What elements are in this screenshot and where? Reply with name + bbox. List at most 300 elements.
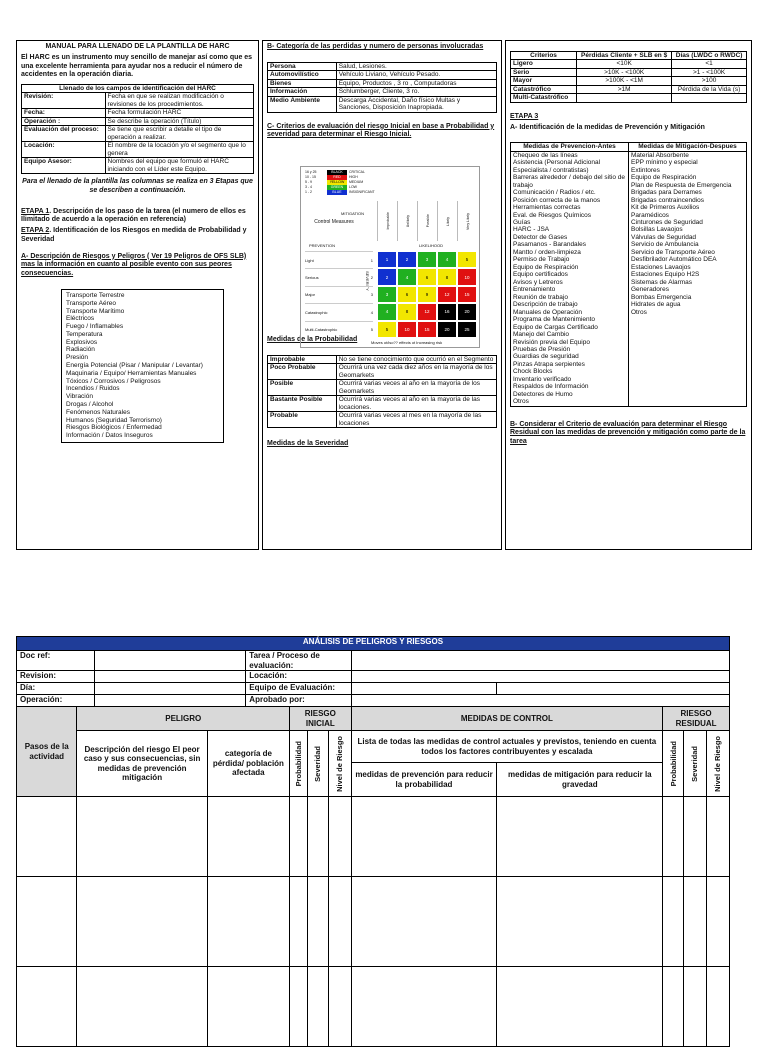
peligro-header: PELIGRO	[77, 707, 290, 731]
matrix-cell: 8	[397, 303, 417, 320]
prevention-item: Eval. de Riesgos Químicos	[513, 211, 592, 219]
loss-category-table	[267, 62, 497, 113]
prevention-item: Revisión previa del Equipo	[513, 338, 590, 346]
matrix-footer: Moves ot/iso?? effects ot Increasing risk	[371, 340, 443, 345]
loss-row-description: Equipo, Productos , 3 ro , Computadoras	[336, 79, 496, 87]
form-cell[interactable]	[706, 797, 729, 877]
matrix-row	[305, 251, 373, 268]
loss-row-description: Descarga Accidental, Daño físico Multas y Sanciones, Disposición Inapropiada.	[336, 96, 496, 112]
prob-row-description: Ocurrirá varias veces al año en la mayoría de los Geomarkets	[336, 380, 496, 396]
legend-swatch: BLACK	[327, 170, 347, 175]
loss-row-description: Salud, Lesiones.	[336, 62, 496, 70]
form-cell[interactable]	[307, 877, 328, 967]
matrix-row	[305, 268, 373, 285]
criteria-header: Días (LWDC o RWDC)	[672, 52, 747, 60]
prevention-item: Permiso de Trabajo	[513, 256, 570, 264]
criteria-cell: <1	[672, 60, 747, 68]
criteria-cell: Ligero	[511, 60, 577, 68]
hazard-list	[61, 289, 224, 443]
legend-range: 3 - 4	[305, 185, 313, 189]
prob-residual-header: Probabilidad	[668, 740, 678, 787]
legend-range: 10 - 15	[305, 175, 316, 179]
hazard-item: Explosivos	[66, 338, 98, 346]
legend-row	[305, 190, 379, 195]
prevention-item: Entrenamiento	[513, 286, 556, 294]
prob-row-description: Ocurrirá varias veces al mes en la mayoría de las locaciones	[336, 412, 496, 428]
prevention-item: Detectores de Humo	[513, 390, 573, 398]
criteria-cell: Multi-Catastrófico	[511, 94, 577, 102]
nivel-initial-header: Nivel de Riesgo	[335, 735, 345, 792]
loss-row	[268, 79, 497, 87]
prob-row	[268, 380, 497, 396]
form-cell[interactable]	[207, 877, 289, 967]
prob-row	[268, 364, 497, 380]
form-cell[interactable]	[17, 877, 77, 967]
section-c: C- Criterios de evaluación del riesgo Inicial en base a Probabilidad y severidad para determinar el Riesgo Inicial.	[267, 122, 495, 139]
matrix-cell: 5	[457, 251, 477, 268]
id-row-desc: Fecha en que se realizan modificación o revisiones de los procedimientos.	[105, 93, 253, 109]
id-fields-table	[21, 84, 254, 174]
matrix-cell: 2	[377, 268, 397, 285]
hazard-item: Maquinaria / Equipo/ Herramientas Manuales	[66, 369, 197, 377]
form-cell[interactable]	[290, 967, 308, 1047]
categoria-header: categoría de pérdida/ población afectada	[207, 731, 289, 797]
form-cell[interactable]	[17, 967, 77, 1047]
matrix-col-label: Likely	[445, 216, 450, 226]
form-cell[interactable]	[17, 797, 77, 877]
form-cell[interactable]	[663, 877, 684, 967]
matrix-cell: 15	[457, 286, 477, 303]
section-b-loss: B- Categoría de las perdidas y numero de personas involucradas	[267, 43, 484, 50]
id-row-label: Equipo Asesor:	[22, 158, 106, 174]
prob-initial-header: Probabilidad	[293, 740, 303, 787]
loss-row-category: Automovilístico	[268, 71, 337, 79]
measures-table	[510, 142, 747, 406]
prevention-item: Mantto / orden-limpieza	[513, 248, 581, 256]
mitigation-item: Servicio de Transporte Aéreo	[631, 248, 715, 256]
hazard-item: Drogas / Alcohol	[66, 401, 114, 409]
matrix-cell: 25	[457, 321, 477, 338]
mitigation-item: Extintores	[631, 166, 660, 174]
matrix-cell: 12	[437, 286, 457, 303]
hazard-item: Humanos (Seguridad Terrorismo)	[66, 416, 162, 424]
mitigation-item: Hidrates de agua	[631, 301, 681, 309]
prevention-item: Guardias de seguridad	[513, 353, 579, 361]
loss-row-description: Schlumberger, Cliente, 3 ro.	[336, 88, 496, 96]
manual-panel	[16, 40, 259, 550]
loss-row-category: Medio Ambiente	[268, 96, 337, 112]
matrix-cell: 12	[417, 303, 437, 320]
matrix-row-label: Multi-Catastrophic	[305, 327, 338, 333]
nivel-residual-header: Nivel de Riesgo	[713, 735, 723, 792]
mitigation-item: Cinturones de Seguridad	[631, 219, 703, 226]
matrix-cell: 4	[377, 303, 397, 320]
mitigation-item: Brigadas para Derrames	[631, 189, 702, 197]
measures-panel	[505, 40, 752, 550]
mitigation-item: Sistemas de Alarmas	[631, 278, 693, 286]
mitigation-item: Estaciones Equipo H2S	[631, 271, 700, 279]
descripcion-header: Descripción del riesgo El peor caso y sus consecuencias, sin medidas de prevención mitigación	[77, 731, 207, 797]
form-cell[interactable]	[77, 877, 207, 967]
criteria-row	[511, 77, 747, 85]
form-cell[interactable]	[328, 877, 351, 967]
mitigation-item: Válvulas de Seguridad	[631, 233, 697, 241]
lista-header: Lista de todas las medidas de control actuales y previstos, teniendo en cuenta todos los factores contribuyentes y escalada	[351, 731, 663, 763]
matrix-col-label: Unlikely	[405, 214, 410, 228]
criteria-row	[511, 60, 747, 68]
form-cell[interactable]	[663, 967, 684, 1047]
hazard-item: Eléctricos	[66, 315, 95, 323]
hazard-item: Fuego / Inflamables	[66, 323, 124, 331]
id-row-label: Evaluación del proceso:	[22, 126, 106, 142]
prob-row-description: Ocurrirá una vez cada diez años en la mayoría de los Geomarkets	[336, 364, 496, 380]
hazard-item: Fenómenos Naturales	[66, 408, 130, 416]
form-cell[interactable]	[497, 967, 663, 1047]
mitigation-item: Bolsillas Lavaojos	[631, 226, 683, 234]
form-cell[interactable]	[351, 877, 497, 967]
prev-col-header: medidas de prevención para reducir la probabilidad	[351, 763, 497, 797]
matrix-row	[305, 321, 373, 338]
id-row	[22, 93, 254, 109]
matrix-col-cell	[437, 201, 457, 241]
mit-header: Medidas de Mitigación-Despues	[629, 143, 747, 151]
matrix-col-cell	[457, 201, 477, 241]
mitigation-item: Equipo de Respiración	[631, 174, 697, 182]
hazard-item: Transporte Aéreo	[66, 299, 116, 307]
matrix-column-headers	[377, 201, 477, 241]
legend-desc: INSIGNIFICANT	[349, 190, 375, 194]
id-row	[22, 126, 254, 142]
id-row-desc: Se tiene que escribir a detalle el tipo de operación a realizar.	[105, 126, 253, 142]
matrix-cell: 10	[397, 321, 417, 338]
id-row-desc: Fecha formulación HARC	[105, 109, 253, 117]
likelihood-label: LIKELIHOOD	[419, 243, 444, 248]
prevention-item: Manuales de Operación	[513, 308, 583, 316]
aprobado-label: Aprobado por:	[246, 695, 351, 707]
prob-row	[268, 396, 497, 412]
matrix-grid	[377, 251, 477, 338]
criteria-row	[511, 85, 747, 93]
id-row-label: Revisión:	[22, 93, 106, 109]
matrix-row-number: 5	[370, 327, 373, 333]
prevention-item: Manejo del Cambio	[513, 331, 570, 339]
id-row-desc: Nombres del equipo que formuló el HARC iniciando con el Líder este Equipo.	[105, 158, 253, 174]
prob-row-category: Improbable	[268, 355, 337, 363]
prev-header: Medidas de Prevencion-Antes	[511, 143, 629, 151]
form-cell[interactable]	[207, 967, 289, 1047]
mitigation-item: EPP mínimo y especial	[631, 159, 698, 167]
matrix-cell: 6	[397, 286, 417, 303]
section-a: A- Descripción de Riesgos y Peligros ( Ver 19 Peligros de OFS SLB) mas la información en cuanto al posible evento con sus peores consecuencias.	[21, 252, 247, 278]
mitigation-label: MITIGATION	[341, 211, 365, 216]
matrix-col-cell	[417, 201, 437, 241]
sev-residual-header: Severidad	[690, 745, 700, 782]
form-cell[interactable]	[684, 797, 707, 877]
legend-desc: CRITICAL	[349, 170, 365, 174]
criteria-cell: <10K	[577, 60, 672, 68]
form-cell[interactable]	[497, 797, 663, 877]
id-table-title: Llenado de los campos de identificación del HARC	[22, 85, 254, 93]
matrix-row-number: 4	[370, 309, 373, 315]
prevention-item: Pasamanos - Barandales	[513, 241, 586, 249]
harc-form	[16, 636, 730, 1047]
legend-swatch: RED	[327, 175, 347, 180]
prob-heading: Medidas de la Probabilidad	[267, 336, 358, 344]
form-cell[interactable]	[77, 967, 207, 1047]
mitigation-item: Brigadas contraincendios	[631, 196, 704, 204]
control-measures-label: Control Measures	[314, 219, 354, 225]
legend-swatch: BLUE	[327, 190, 347, 195]
equipo-field[interactable]	[351, 683, 497, 695]
form-cell[interactable]	[497, 877, 663, 967]
prob-row-description: No se tiene conocimiento que ocurrió en el Segmento	[336, 355, 496, 363]
form-cell[interactable]	[351, 797, 497, 877]
prevention-item: Avisos y Letreros	[513, 278, 563, 286]
pasos-header: Pasos de la actividad	[17, 707, 77, 797]
form-cell[interactable]	[307, 797, 328, 877]
matrix-cell: 16	[437, 303, 457, 320]
equipo-field-extra[interactable]	[497, 683, 730, 695]
matrix-row-labels	[305, 251, 373, 338]
prevention-item: Reunión de trabajo	[513, 293, 568, 301]
matrix-cell: 4	[437, 251, 457, 268]
loss-row-category: Información	[268, 88, 337, 96]
etapa1-label: ETAPA 1	[21, 207, 50, 215]
matrix-cell: 10	[457, 268, 477, 285]
prob-row-category: Probable	[268, 412, 337, 428]
criteria-header: Pérdidas Cliente + SLB en $	[577, 52, 672, 60]
prob-row-category: Posible	[268, 380, 337, 396]
prevention-item: Chequeo de las líneas	[513, 151, 578, 159]
prevention-item: Chock Blocks	[513, 368, 553, 376]
prevention-item: Otros	[513, 398, 529, 406]
mitigation-item: Plan de Respuesta de Emergencia	[631, 181, 732, 189]
risk-matrix	[300, 166, 480, 348]
matrix-cell: 4	[397, 268, 417, 285]
prob-row-category: Bastante Posible	[268, 396, 337, 412]
criteria-row	[511, 68, 747, 76]
id-row-desc: Se describe la operación (Título)	[105, 117, 253, 125]
criteria-table	[510, 51, 747, 103]
id-row-label: Operación :	[22, 117, 106, 125]
criteria-cell: Mayor	[511, 77, 577, 85]
mit-col-header: medidas de mitigación para reducir la gravedad	[497, 763, 663, 797]
criteria-cell	[577, 94, 672, 102]
loss-row-description: Vehículo Liviano, Vehículo Pesado.	[336, 71, 496, 79]
matrix-row-number: 3	[370, 292, 373, 298]
form-cell[interactable]	[328, 967, 351, 1047]
doc-ref-label: Doc ref:	[17, 651, 95, 671]
matrix-cell: 3	[417, 251, 437, 268]
tarea-field[interactable]	[351, 651, 729, 671]
operacion-field[interactable]	[95, 695, 246, 707]
matrix-legend	[305, 170, 379, 195]
hazard-item: Información / Datos Inseguros	[66, 432, 153, 440]
matrix-row-number: 1	[370, 257, 373, 263]
legend-swatch: GREEN	[327, 185, 347, 190]
prevention-item: Asistencia (Personal Adicional Especialista / contratistas)	[513, 159, 601, 174]
matrix-row-label: Catastrophic	[305, 309, 328, 315]
hazard-item: Tóxicos / Corrosivos / Peligrosos	[66, 377, 161, 385]
matrix-cell: 20	[437, 321, 457, 338]
tarea-label: Tarea / Proceso de evaluación:	[246, 651, 351, 671]
revision-field[interactable]	[95, 671, 246, 683]
prevention-item: Inventario verificado	[513, 375, 572, 383]
matrix-col-cell	[397, 201, 417, 241]
prevention-item: Pinzas Atrapa serpientes	[513, 360, 585, 368]
id-row-desc: El nombre de la locación y/o el segmento que lo genera	[105, 142, 253, 158]
riesgo-inicial-header: RIESGO INICIAL	[290, 707, 351, 731]
matrix-row-label: Serious	[305, 275, 319, 281]
etapa1-text: . Descripción de los paso de la tarea (el numero de ellos es Ilimitado de acuerdo a la operación en referencia)	[21, 207, 246, 224]
id-row	[22, 117, 254, 125]
loss-row-category: Bienes	[268, 79, 337, 87]
prob-row	[268, 412, 497, 428]
matrix-cell: 1	[377, 251, 397, 268]
stages-note: Para el llenado de la plantilla las columnas se realiza en 3 Etapas que se describen a continuación.	[22, 178, 253, 194]
mitigation-list	[629, 151, 747, 406]
revision-label: Revision:	[17, 671, 95, 683]
prob-row	[268, 355, 497, 363]
sev-heading: Medidas de la Severidad	[267, 440, 349, 448]
form-row	[17, 877, 730, 967]
etapa2-text: . Identificación de los Riesgos en medida de Probabilidad y Severidad	[21, 227, 247, 243]
matrix-cell: 15	[417, 321, 437, 338]
form-cell[interactable]	[290, 797, 308, 877]
dia-label: Día:	[17, 683, 95, 695]
form-cell[interactable]	[706, 967, 729, 1047]
form-cell[interactable]	[77, 797, 207, 877]
form-cell[interactable]	[684, 967, 707, 1047]
prevention-item: Equipo certificados	[513, 271, 568, 279]
matrix-col-label: Very Likely	[465, 212, 470, 230]
id-row-label: Locación:	[22, 142, 106, 158]
form-cell[interactable]	[706, 877, 729, 967]
matrix-row	[305, 286, 373, 303]
mitigation-item: Otros	[631, 308, 647, 316]
form-cell[interactable]	[207, 797, 289, 877]
prevention-item: Barreras alrededor / debajo del sitio de trabajo	[513, 174, 626, 189]
prob-row-category: Poco Probable	[268, 364, 337, 380]
prevention-item: Guías	[513, 219, 531, 226]
equipo-label: Equipo de Evaluación:	[246, 683, 351, 695]
criteria-header: Criterios	[511, 52, 577, 60]
prevention-item: Equipo de Cargas Certificado	[513, 323, 598, 331]
criteria-cell: Pérdida de la Vida (s)	[672, 85, 747, 93]
mitigation-item: Paramédicos	[631, 211, 669, 219]
loss-row	[268, 71, 497, 79]
prevention-item: Comunicación / Radios / etc.	[513, 189, 596, 197]
prevention-label: PREVENTION	[309, 243, 336, 248]
operacion-label: Operación:	[17, 695, 95, 707]
form-cell[interactable]	[351, 967, 497, 1047]
riesgo-residual-header: RIESGO RESIDUAL	[663, 707, 730, 731]
prevention-item: Descripción de trabajo	[513, 301, 578, 309]
criteria-cell: >100	[672, 77, 747, 85]
criteria-cell: Serio	[511, 68, 577, 76]
prevention-item: Detector de Gases	[513, 233, 568, 241]
form-cell[interactable]	[328, 797, 351, 877]
legend-desc: HIGH	[349, 175, 358, 179]
etapa3-label: ETAPA 3	[510, 112, 539, 120]
aprobado-field[interactable]	[351, 695, 729, 707]
matrix-row-label: Light	[305, 257, 314, 263]
id-row	[22, 109, 254, 117]
mitigation-item: Desfibrilador Automático DEA	[631, 256, 717, 264]
prevention-item: Pruebas de Presión	[513, 345, 571, 353]
form-row	[17, 797, 730, 877]
loss-row-category: Persona	[268, 62, 337, 70]
hazard-item: Transporte Terrestre	[66, 291, 125, 299]
hazard-item: Radiación	[66, 346, 95, 354]
manual-title: MANUAL PARA LLENADO DE LA PLANTILLA DE HARC	[45, 43, 230, 50]
loss-row	[268, 96, 497, 112]
criteria-row	[511, 94, 747, 102]
matrix-cell: 2	[397, 251, 417, 268]
legend-desc: MEDIUM	[349, 180, 364, 184]
matrix-row-label: Major	[305, 292, 316, 298]
matrix-cell: 5	[377, 321, 397, 338]
legend-range: 16 y 25	[305, 170, 317, 174]
severity-label: SEVERITY	[365, 271, 370, 291]
matrix-cell: 9	[417, 286, 437, 303]
mitigation-item: Bombas Emergencia	[631, 293, 692, 301]
legend-desc: LOW	[349, 185, 357, 189]
hazard-item: Energía Potencial (Pisar / Manipular / Levantar)	[66, 362, 203, 370]
hazard-item: Vibración	[66, 393, 93, 401]
criteria-cell: >100K - <1M	[577, 77, 672, 85]
prob-row-description: Ocurrirá varias veces al año en la mayoría de las locaciones.	[336, 396, 496, 412]
mitigation-item: Estaciones Lavaojos	[631, 263, 691, 271]
legend-range: 1 - 2	[305, 190, 313, 194]
locacion-field[interactable]	[351, 671, 729, 683]
id-row	[22, 158, 254, 174]
manual-intro: El HARC es un instrumento muy sencillo de manejar así como que es una excelente herramienta para ayudar nos a reducir el número de accidentes en la operación diaria.	[21, 53, 253, 79]
probability-table	[267, 355, 497, 428]
matrix-cell: 8	[437, 268, 457, 285]
doc-ref-field[interactable]	[95, 651, 246, 671]
matrix-cell: 6	[417, 268, 437, 285]
form-cell[interactable]	[307, 967, 328, 1047]
matrix-col-label: Possible	[425, 214, 430, 228]
criteria-cell: >1 - <100K	[672, 68, 747, 76]
mitigation-item: Generadores	[631, 286, 669, 294]
section-b-residual: B- Considerar el Criterio de evaluación para determinar el Riesgo Residual con las medidas de prevención y mitigación como parte de la tarea	[510, 420, 746, 446]
dia-field[interactable]	[95, 683, 246, 695]
mitigation-item: Material Absorbente	[631, 151, 689, 159]
form-cell[interactable]	[663, 797, 684, 877]
loss-row	[268, 62, 497, 70]
criteria-cell	[672, 94, 747, 102]
matrix-row	[305, 303, 373, 320]
id-row-label: Fecha:	[22, 109, 106, 117]
hazard-item: Incendios / Ruidos	[66, 385, 120, 393]
matrix-col-cell	[377, 201, 397, 241]
prevention-item: HARC - JSA	[513, 226, 550, 234]
criteria-cell: >10K - <100K	[577, 68, 672, 76]
form-title: ANÁLISIS DE PELIGROS Y RIESGOS	[17, 637, 730, 651]
hazard-item: Presión	[66, 354, 89, 362]
loss-row	[268, 88, 497, 96]
form-cell[interactable]	[290, 877, 308, 967]
hazard-item: Transporte Marítimo	[66, 307, 125, 315]
form-cell[interactable]	[684, 877, 707, 967]
etapa2-label: ETAPA 2	[21, 227, 50, 235]
mitigation-item: Servicio de Ambulancia	[631, 241, 699, 249]
prevention-item: Programa de Mantenimiento	[513, 316, 596, 324]
id-row	[22, 142, 254, 158]
prevention-item: Herramientas correctas	[513, 204, 581, 212]
